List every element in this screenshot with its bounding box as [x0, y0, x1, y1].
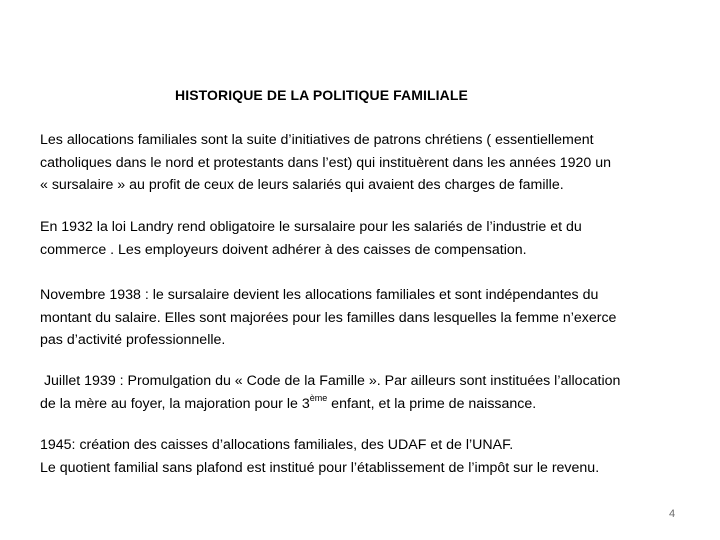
- paragraph-1938: [40, 284, 716, 352]
- text-line: « sursalaire » au profit de ceux de leurs salariés qui avaient des charges de famille.: [40, 177, 564, 193]
- text-fragment: de la mère au foyer, la majoration pour le 3: [40, 395, 310, 412]
- paragraph-1945: [40, 434, 716, 479]
- page-title: HISTORIQUE DE LA POLITIQUE FAMILIALE: [175, 87, 468, 103]
- text-line: En 1932 la loi Landry rend obligatoire le sursalaire pour les salariés de l’industrie et du: [40, 219, 582, 235]
- text-line: Le quotient familial sans plafond est institué pour l’établissement de l’impôt sur le revenu.: [40, 459, 600, 476]
- page-number: 4: [669, 508, 676, 520]
- text-line: Novembre 1938 : le sursalaire devient les allocations familiales et sont indépendantes du: [40, 287, 599, 303]
- text-line: Les allocations familiales sont la suite d’initiatives de patrons chrétiens ( essentiellement: [40, 132, 594, 148]
- text-line: 1945: création des caisses d’allocations familiales, des UDAF et de l’UNAF.: [40, 437, 514, 453]
- text-fragment: enfant, et la prime de naissance.: [327, 395, 537, 412]
- text-line: Juillet 1939 : Promulgation du « Code de la Famille ». Par ailleurs sont instituées l’allocation: [40, 373, 621, 389]
- paragraph-1932: [40, 216, 716, 261]
- paragraph-1939: [40, 370, 716, 415]
- text-line: catholiques dans le nord et protestants dans l’est) qui instituèrent dans les années 1920 un: [40, 154, 612, 171]
- superscript: ème: [309, 392, 328, 403]
- paragraph-origins: [40, 129, 716, 197]
- text-line: commerce . Les employeurs doivent adhérer à des caisses de compensation.: [40, 241, 527, 258]
- text-line: [40, 393, 716, 416]
- text-line: pas d’activité professionnelle.: [40, 332, 226, 348]
- text-line: montant du salaire. Elles sont majorées pour les familles dans lesquelles la femme n’exerce: [40, 309, 617, 326]
